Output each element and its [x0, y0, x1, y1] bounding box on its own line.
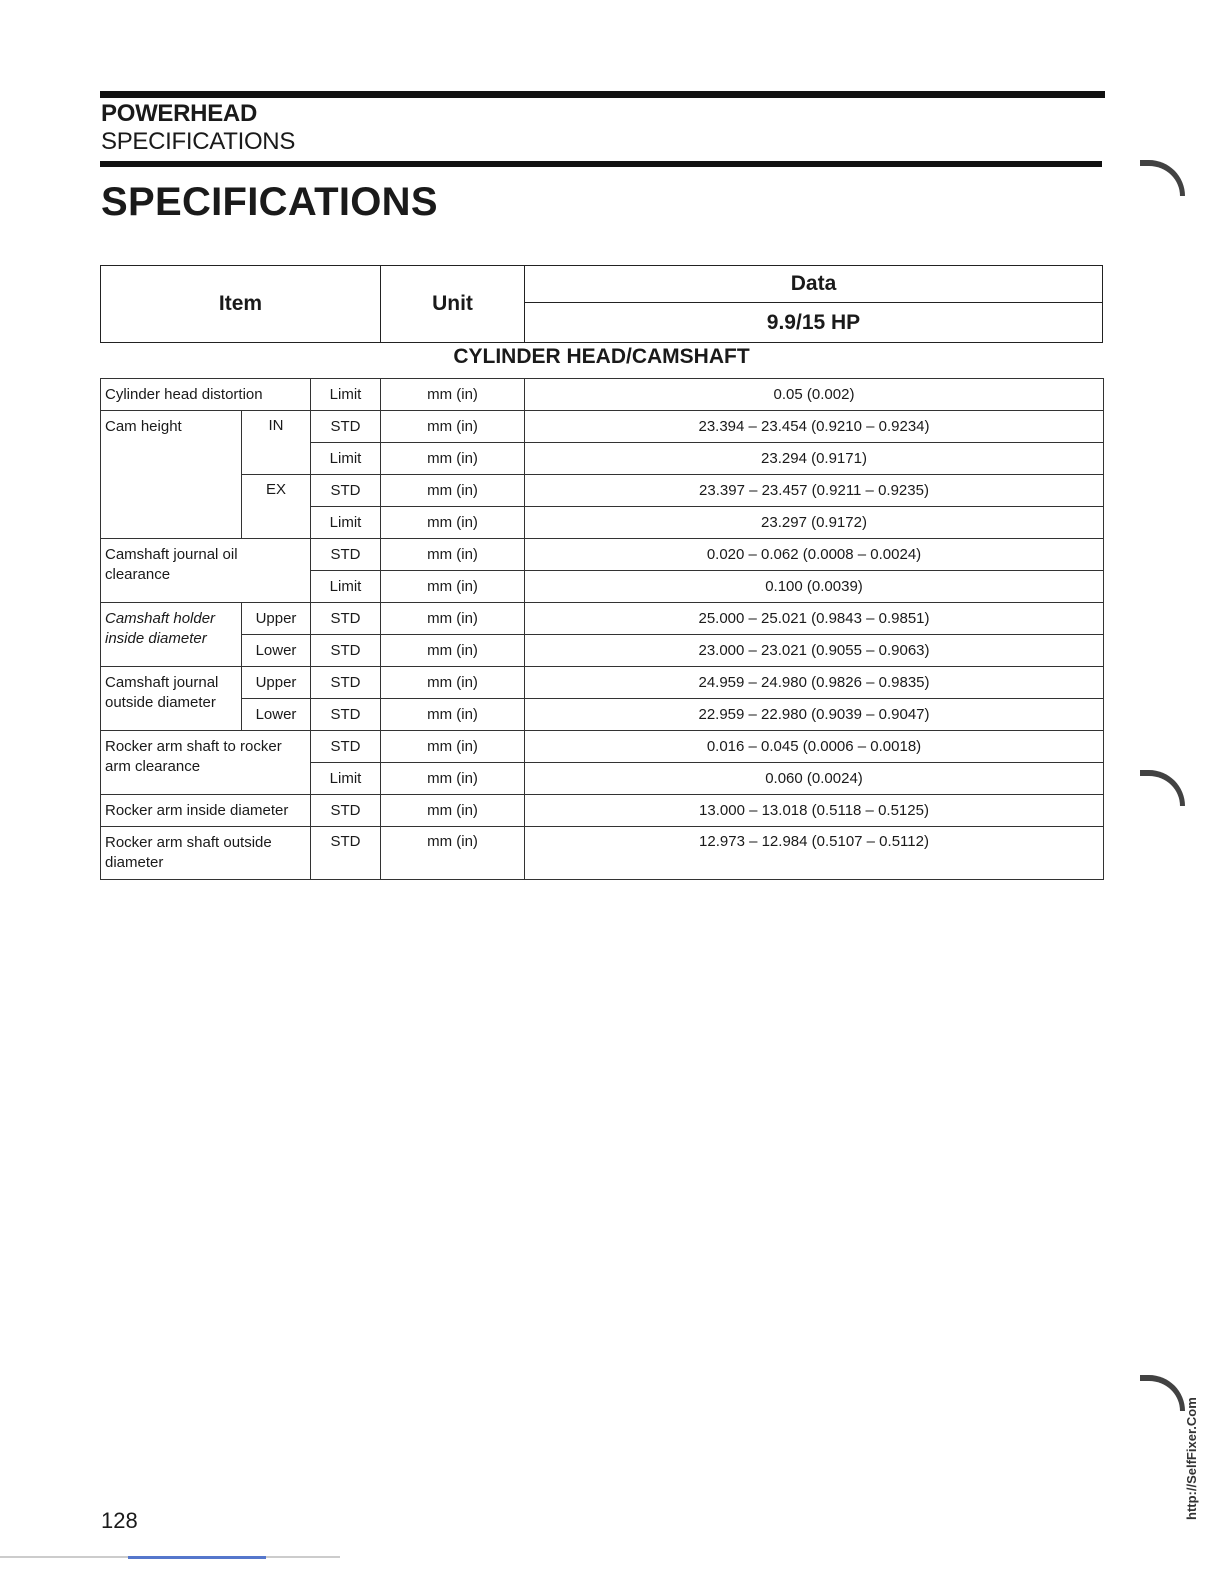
- data-cell: 0.060 (0.0024): [525, 763, 1104, 795]
- item-cell: Cam height: [101, 411, 242, 539]
- unit-cell: mm (in): [381, 667, 525, 699]
- std-cell: STD: [311, 699, 381, 731]
- data-cell: 0.020 – 0.062 (0.0008 – 0.0024): [525, 539, 1104, 571]
- data-cell: 25.000 – 25.021 (0.9843 – 0.9851): [525, 603, 1104, 635]
- page-number: 128: [101, 1508, 138, 1533]
- table-row: [101, 795, 1104, 827]
- chapter-subtitle: SPECIFICATIONS: [101, 128, 296, 155]
- middle-rule: [100, 161, 1102, 167]
- item-cell: Rocker arm inside diameter: [101, 795, 311, 827]
- table-row: [101, 411, 1104, 443]
- unit-cell: mm (in): [381, 539, 525, 571]
- std-cell: STD: [311, 667, 381, 699]
- std-cell: Limit: [311, 571, 381, 603]
- unit-cell: mm (in): [381, 827, 525, 880]
- data-cell: 22.959 – 22.980 (0.9039 – 0.9047): [525, 699, 1104, 731]
- spec-table: [100, 378, 1104, 880]
- item-cell: Camshaft journal oil clearance: [101, 539, 311, 603]
- unit-cell: mm (in): [381, 763, 525, 795]
- std-cell: Limit: [311, 379, 381, 411]
- std-cell: STD: [311, 635, 381, 667]
- unit-cell: mm (in): [381, 731, 525, 763]
- section-title: CYLINDER HEAD/CAMSHAFT: [453, 345, 750, 368]
- top-rule: [100, 91, 1105, 98]
- page-title: SPECIFICATIONS: [101, 180, 438, 224]
- data-cell: 0.016 – 0.045 (0.0006 – 0.0018): [525, 731, 1104, 763]
- std-cell: STD: [311, 795, 381, 827]
- std-cell: Limit: [311, 763, 381, 795]
- unit-cell: mm (in): [381, 443, 525, 475]
- data-cell: 13.000 – 13.018 (0.5118 – 0.5125): [525, 795, 1104, 827]
- std-cell: Limit: [311, 443, 381, 475]
- std-cell: STD: [311, 539, 381, 571]
- data-cell: 23.000 – 23.021 (0.9055 – 0.9063): [525, 635, 1104, 667]
- side-url: http://SelfFixer.Com: [1184, 1397, 1199, 1520]
- item-cell: Cylinder head distortion: [101, 379, 311, 411]
- data-cell: 23.397 – 23.457 (0.9211 – 0.9235): [525, 475, 1104, 507]
- item-cell: Camshaft holder inside diameter: [101, 603, 242, 667]
- data-cell: 23.394 – 23.454 (0.9210 – 0.9234): [525, 411, 1104, 443]
- unit-cell: mm (in): [381, 475, 525, 507]
- data-cell: 23.294 (0.9171): [525, 443, 1104, 475]
- std-cell: Limit: [311, 507, 381, 539]
- std-cell: STD: [311, 731, 381, 763]
- table-row: [101, 475, 1104, 507]
- header-item: Item: [101, 266, 381, 342]
- data-cell: 24.959 – 24.980 (0.9826 – 0.9835): [525, 667, 1104, 699]
- table-row: [101, 379, 1104, 411]
- data-cell: 12.973 – 12.984 (0.5107 – 0.5112): [525, 827, 1104, 880]
- unit-cell: mm (in): [381, 571, 525, 603]
- sub-cell: Lower: [242, 699, 311, 731]
- table-row: [101, 827, 1104, 880]
- std-cell: STD: [311, 603, 381, 635]
- sub-cell: IN: [242, 411, 311, 475]
- table-row: [101, 667, 1104, 699]
- table-row: [101, 635, 1104, 667]
- std-cell: STD: [311, 475, 381, 507]
- unit-cell: mm (in): [381, 411, 525, 443]
- table-row: [101, 603, 1104, 635]
- unit-cell: mm (in): [381, 795, 525, 827]
- std-cell: STD: [311, 827, 381, 880]
- header-model: 9.9/15 HP: [766, 310, 861, 334]
- unit-cell: mm (in): [381, 603, 525, 635]
- data-cell: 23.297 (0.9172): [525, 507, 1104, 539]
- table-row: [101, 731, 1104, 763]
- binding-mark-icon: [1140, 1375, 1185, 1411]
- unit-cell: mm (in): [381, 699, 525, 731]
- sub-cell: Lower: [242, 635, 311, 667]
- table-row: [101, 539, 1104, 571]
- std-cell: STD: [311, 411, 381, 443]
- table-header: [100, 265, 1103, 343]
- header-data: Data: [525, 266, 1102, 303]
- binding-mark-icon: [1140, 160, 1185, 196]
- data-cell: 0.05 (0.002): [525, 379, 1104, 411]
- bottom-link-bar: [128, 1556, 266, 1559]
- header-unit: Unit: [381, 266, 525, 342]
- binding-mark-icon: [1140, 770, 1185, 806]
- chapter-title: POWERHEAD: [101, 100, 257, 127]
- table-row: [101, 699, 1104, 731]
- item-cell: Rocker arm shaft to rocker arm clearance: [101, 731, 311, 795]
- sub-cell: Upper: [242, 667, 311, 699]
- sub-cell: Upper: [242, 603, 311, 635]
- item-cell: Rocker arm shaft outside diameter: [101, 827, 311, 880]
- unit-cell: mm (in): [381, 635, 525, 667]
- unit-cell: mm (in): [381, 379, 525, 411]
- data-cell: 0.100 (0.0039): [525, 571, 1104, 603]
- unit-cell: mm (in): [381, 507, 525, 539]
- item-cell: Camshaft journal outside diameter: [101, 667, 242, 731]
- sub-cell: EX: [242, 475, 311, 539]
